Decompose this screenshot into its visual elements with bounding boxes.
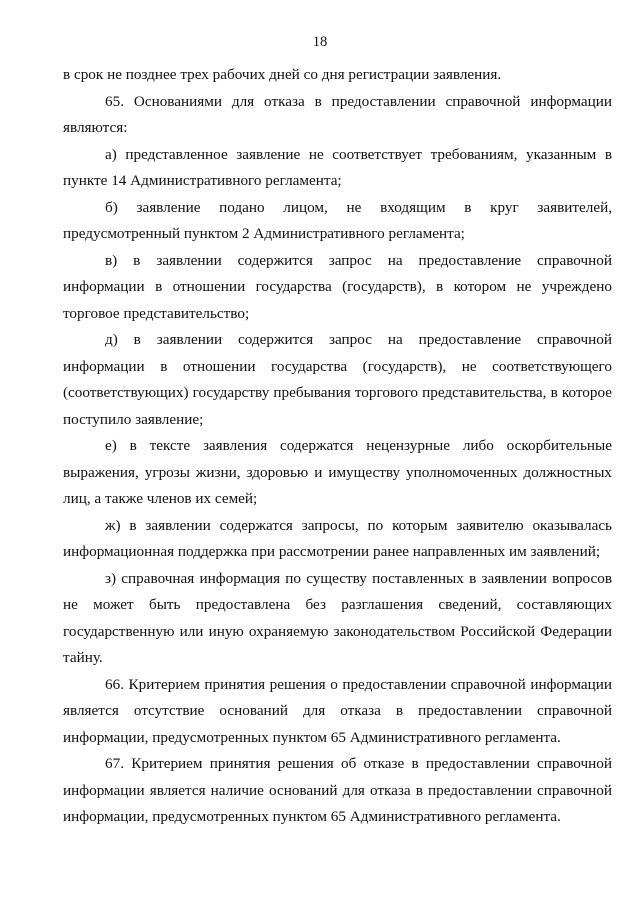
document-body	[63, 62, 612, 831]
paragraph-subitem-v: в) в заявлении содержится запрос на предоставление справочной информации в отношении государства (государств), в котором не учреждено торговое представительство;	[63, 251, 612, 322]
paragraph-subitem-e: е) в тексте заявления содержатся нецензурные либо оскорбительные выражения, угрозы жизни, здоровью и имуществу уполномоченных должностных лиц, а также членов их семей;	[63, 437, 612, 507]
paragraph-subitem-d: д) в заявлении содержится запрос на предоставление справочной информации в отношении государства (государств), не соответствующего (соответствующих) государству пребывания торгового представительства, в которое поступило заявление;	[63, 331, 612, 428]
paragraph-item-67: 67. Критерием принятия решения об отказе в предоставлении справочной информации является наличие оснований для отказа в предоставлении справочной информации, предусмотренных пунктом 65 Административного регламента.	[63, 755, 612, 825]
paragraph-subitem-a: а) представленное заявление не соответствует требованиям, указанным в пункте 14 Административного регламента;	[63, 145, 612, 189]
paragraph-subitem-b: б) заявление подано лицом, не входящим в круг заявителей, предусмотренный пунктом 2 Административного регламента;	[63, 198, 612, 242]
paragraph-item-66: 66. Критерием принятия решения о предоставлении справочной информации является отсутствие оснований для отказа в предоставлении справочной информации, предусмотренных пунктом 65 Административного регламента.	[63, 675, 612, 746]
paragraph-subitem-z: з) справочная информация по существу поставленных в заявлении вопросов не может быть предоставлена без разглашения сведений, составляющих государственную или иную охраняемую законодательством Российской Федерации тайну.	[63, 569, 612, 666]
page-number: 18	[312, 34, 328, 50]
paragraph-continuation: в срок не позднее трех рабочих дней со дня регистрации заявления.	[63, 66, 502, 83]
paragraph-item-65: 65. Основаниями для отказа в предоставлении справочной информации являются:	[63, 92, 612, 136]
paragraph-subitem-zh: ж) в заявлении содержатся запросы, по которым заявителю оказывалась информационная поддержка при рассмотрении ранее направленных им заявлений;	[63, 516, 612, 560]
